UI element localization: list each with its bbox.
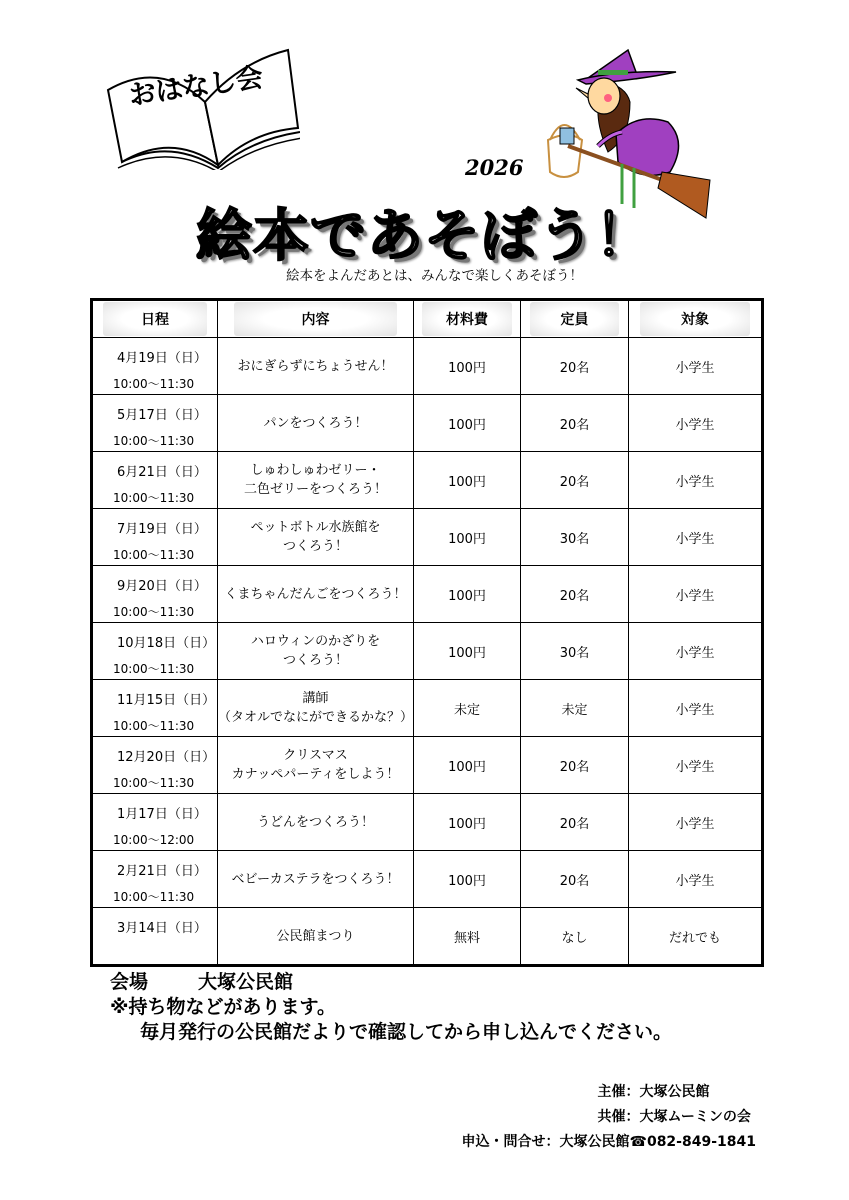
target-cell: 小学生 xyxy=(629,794,763,851)
event-time: 10:00～11:30 xyxy=(113,890,195,904)
event-time: 10:00～12:00 xyxy=(113,833,195,847)
target-cell: 小学生 xyxy=(629,566,763,623)
capacity-cell: 20名 xyxy=(521,452,629,509)
content-cell xyxy=(218,851,414,908)
page-subtitle: 絵本をよんだあとは、みんなで楽しくあそぼう！ xyxy=(286,268,583,284)
contact-text: 申込・問合せ：大塚公民館☎082-849-1841 xyxy=(461,1134,756,1150)
content-line: くまちゃんだんごをつくろう！ xyxy=(224,586,407,602)
table-row xyxy=(92,794,763,851)
content-line: パンをつくろう！ xyxy=(263,415,368,431)
book-label: おはなし会 xyxy=(126,62,265,112)
target-cell: だれでも xyxy=(629,908,763,966)
schedule-cell xyxy=(92,509,218,566)
schedule-cell xyxy=(92,737,218,794)
application-note: 毎月発行の公民館だよりで確認してから申し込んでください。 xyxy=(140,1021,673,1043)
table-row xyxy=(92,851,763,908)
fee-cell: 100円 xyxy=(414,851,521,908)
capacity-cell: 20名 xyxy=(521,794,629,851)
capacity-cell: 20名 xyxy=(521,737,629,794)
schedule-cell xyxy=(92,680,218,737)
schedule-cell xyxy=(92,908,218,966)
target-cell: 小学生 xyxy=(629,338,763,395)
organizer-text: 主催：大塚公民館 xyxy=(597,1084,710,1100)
capacity-cell: なし xyxy=(521,908,629,966)
event-date: 6月21日（日） xyxy=(117,465,207,480)
content-line: ベビーカステラをつくろう！ xyxy=(231,871,400,887)
capacity-cell: 30名 xyxy=(521,623,629,680)
event-time: 10:00～11:30 xyxy=(113,434,195,448)
event-date: 3月14日（日） xyxy=(117,921,207,936)
capacity-cell: 20名 xyxy=(521,851,629,908)
event-time: 10:00～11:30 xyxy=(113,776,195,790)
cosponsor-text: 共催：大塚ムーミンの会 xyxy=(597,1109,751,1125)
capacity-cell: 20名 xyxy=(521,338,629,395)
schedule-cell xyxy=(92,851,218,908)
event-time: 10:00～11:30 xyxy=(113,662,195,676)
fee-cell: 100円 xyxy=(414,338,521,395)
column-header-schedule: 日程 xyxy=(92,300,218,338)
venue-label: 会場 xyxy=(110,971,149,993)
event-date: 10月18日（日） xyxy=(117,636,216,651)
target-cell: 小学生 xyxy=(629,680,763,737)
table-row xyxy=(92,452,763,509)
target-cell: 小学生 xyxy=(629,395,763,452)
column-header-capacity: 定員 xyxy=(521,300,629,338)
target-cell: 小学生 xyxy=(629,452,763,509)
event-time: 10:00～11:30 xyxy=(113,605,195,619)
year-label: 2026 xyxy=(465,155,524,180)
content-cell xyxy=(218,623,414,680)
column-header-fee: 材料費 xyxy=(414,300,521,338)
content-cell xyxy=(218,737,414,794)
event-date: 9月20日（日） xyxy=(117,579,207,594)
content-line: カナッペパーティをしよう！ xyxy=(231,767,400,782)
event-time: 10:00～11:30 xyxy=(113,548,195,562)
content-line: ペットボトル水族館を xyxy=(250,520,381,535)
table-row xyxy=(92,908,763,966)
schedule-cell xyxy=(92,452,218,509)
column-header-content: 内容 xyxy=(218,300,414,338)
fee-cell: 100円 xyxy=(414,794,521,851)
info-section xyxy=(110,970,672,1045)
content-cell xyxy=(218,680,414,737)
table-row xyxy=(92,338,763,395)
fee-cell: 100円 xyxy=(414,395,521,452)
content-line: 二色ゼリーをつくろう！ xyxy=(243,482,387,497)
event-date: 5月17日（日） xyxy=(117,408,207,423)
schedule-cell xyxy=(92,566,218,623)
target-cell: 小学生 xyxy=(629,737,763,794)
event-date: 7月19日（日） xyxy=(117,522,207,537)
fee-cell: 100円 xyxy=(414,623,521,680)
schedule-cell xyxy=(92,794,218,851)
content-cell xyxy=(218,395,414,452)
event-time: 10:00～11:30 xyxy=(113,491,195,505)
event-date: 2月21日（日） xyxy=(117,864,207,879)
fee-cell: 100円 xyxy=(414,509,521,566)
fee-cell: 100円 xyxy=(414,737,521,794)
capacity-cell: 30名 xyxy=(521,509,629,566)
target-cell: 小学生 xyxy=(629,509,763,566)
schedule-body xyxy=(92,338,763,966)
content-line: おにぎらずにちょうせん！ xyxy=(237,358,394,374)
content-line: うどんをつくろう！ xyxy=(256,814,374,830)
column-header-target: 対象 xyxy=(629,300,763,338)
content-cell xyxy=(218,452,414,509)
content-line: ハロウィンのかざりを xyxy=(250,634,381,649)
content-line: つくろう！ xyxy=(282,653,348,668)
schedule-cell xyxy=(92,338,218,395)
capacity-cell: 20名 xyxy=(521,566,629,623)
fee-cell: 未定 xyxy=(414,680,521,737)
table-header-row xyxy=(92,300,763,338)
content-cell xyxy=(218,908,414,966)
fee-cell: 無料 xyxy=(414,908,521,966)
schedule-cell xyxy=(92,623,218,680)
event-date: 11月15日（日） xyxy=(117,693,216,708)
table-row xyxy=(92,566,763,623)
table-row xyxy=(92,395,763,452)
content-cell xyxy=(218,566,414,623)
event-date: 1月17日（日） xyxy=(117,807,207,822)
capacity-cell: 20名 xyxy=(521,395,629,452)
content-cell xyxy=(218,794,414,851)
venue-line xyxy=(110,970,672,995)
table-row xyxy=(92,623,763,680)
content-line: つくろう！ xyxy=(282,539,348,554)
target-cell: 小学生 xyxy=(629,623,763,680)
schedule-cell xyxy=(92,395,218,452)
page-title: 絵本であそぼう！ xyxy=(196,204,652,269)
footer-credits xyxy=(462,1080,756,1155)
schedule-table xyxy=(90,298,764,967)
fee-cell: 100円 xyxy=(414,452,521,509)
event-time: 10:00～11:30 xyxy=(113,377,195,391)
content-line: クリスマス xyxy=(283,748,348,763)
table-row xyxy=(92,737,763,794)
content-line: 講師 xyxy=(302,691,329,706)
content-cell xyxy=(218,509,414,566)
event-date: 12月20日（日） xyxy=(117,750,216,765)
content-line: （タオルでなにができるかな？） xyxy=(218,710,414,725)
belongings-note: ※持ち物などがあります。 xyxy=(110,996,336,1018)
venue-name: 大塚公民館 xyxy=(198,971,294,993)
capacity-cell: 未定 xyxy=(521,680,629,737)
table-row xyxy=(92,509,763,566)
fee-cell: 100円 xyxy=(414,566,521,623)
table-row xyxy=(92,680,763,737)
event-date: 4月19日（日） xyxy=(117,351,207,366)
content-cell xyxy=(218,338,414,395)
target-cell: 小学生 xyxy=(629,851,763,908)
content-line: しゅわしゅわゼリー・ xyxy=(250,463,381,478)
event-time: 10:00～11:30 xyxy=(113,719,195,733)
content-line: 公民館まつり xyxy=(276,928,355,944)
